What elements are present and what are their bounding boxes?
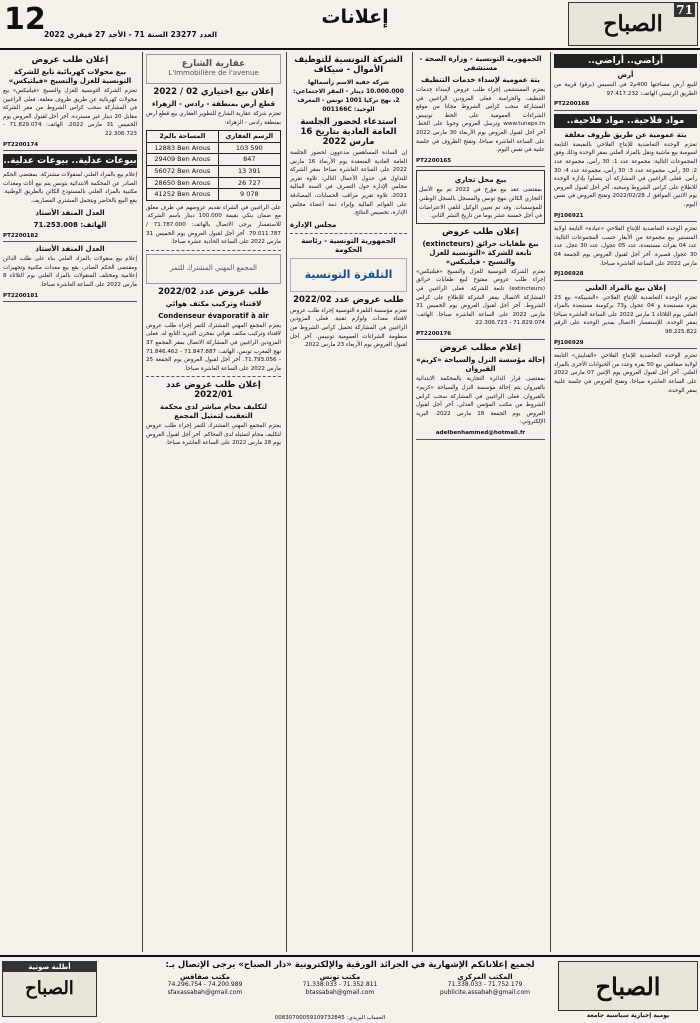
- separator: [290, 233, 407, 234]
- category-banner-agri: مواد فلاحية.. مواد فلاحية..: [554, 114, 697, 128]
- ad-signature: مجلس الإدارة: [290, 220, 337, 229]
- lots-table-row: [147, 189, 281, 201]
- lots-table-cell: 13 391: [218, 165, 280, 177]
- ad-text: يعتزم المجمع المهني المشترك للتمر إجراء طلب عروض لاقتناء وتركيب مكثف هوائي بمخزن التبريد التابع له. فعلى المزودين الراغبين في المشاركة الاتصال بمقر المجمع 37 نهج المغرب تونس، الهاتف: 71.847.887 - 71.846.462 - 71.793.056. آخر أجل لقبول العروض يوم الجمعة 25 مارس 2022 على الساعة العاشرة صباحا.: [146, 322, 282, 372]
- ad-text: تعتزم الوحدة التعاضدية للإنتاج الفلاحي بالنفيضة التابعة لسوسة بيع ماشية ونقل بالمزاد العلني بمقر الوحدة وذلك وفق المجموعات التالية: مجموعة عدد 1: 30 رأس، مجموعة عدد 2: 30 رأس، مجموعة عدد 3: 30 رأس، مجموعة عدد 4: 30 رأس. فعلى الراغبين في المشاركة أن يتصلوا بإدارة الوحدة للاطلاع على كراس الشروط وسحبه. آخر أجل لقبول العروض يوم الاثنين الموافق لـ 2022/02/28 وتفتح العروض في نفس اليوم.: [554, 141, 697, 208]
- lots-table-cell: 9 078: [218, 189, 280, 201]
- ad-title: أرض: [617, 71, 634, 79]
- separator: [146, 250, 281, 251]
- ad-subtitle: بيع محولات كهربائية تابع للشركة التونسية للغزل والنسيج «فيلتيكس»: [8, 68, 132, 85]
- separator: [146, 376, 281, 377]
- lots-table-cell: 103 590: [218, 142, 280, 154]
- lots-table-cell: 29409 Ben Arous: [147, 154, 219, 166]
- ad-title: إعلان طلب عروض: [31, 55, 109, 65]
- ad-subtitle: لاقتناء وتركيب مكثف هوائي: [165, 299, 262, 308]
- ad-title: طلب عروض عدد 2022/02: [158, 286, 269, 297]
- lots-table-cell: 12883 Ben Arous: [147, 142, 219, 154]
- ad-ref: PJ106928: [554, 270, 697, 281]
- ad-ref: PJ106921: [554, 212, 697, 223]
- ad-ref: PJ106929: [554, 339, 697, 350]
- column-5: [0, 52, 140, 952]
- office-phone: 74.200.989 - 74.296.754: [167, 981, 243, 988]
- ad-ref: PT2200165: [416, 157, 545, 168]
- section-title: إعلانات: [321, 6, 389, 28]
- lots-table-row: [147, 154, 281, 166]
- group-logo: المجمع المهني المشترك للتمر: [146, 254, 281, 284]
- lots-table-cell: 41252 Ben Arous: [147, 189, 219, 201]
- category-banner-land: أراضي.. أراضي..: [554, 54, 697, 68]
- office-email[interactable]: publicite.assabah@gmail.com: [440, 989, 530, 996]
- lots-table-header: المساحة بالم2: [147, 131, 219, 143]
- ad-ref: PT2200168: [554, 100, 697, 111]
- ad-text: تعتزم الشركة التونسية للغزل والنسيج «فيلتيكس» إجراء طلب عروض مفتوح لبيع طفايات حرائق (extincteurs) تابعة للشركة. فعلى الراغبين في المشاركة الاتصال بمقر الشركة للإطلاع على كراس الشروط. آخر أجل لقبول العروض يوم الخميس 31 مارس 2022 على الساعة العاشرة صباحا. الهاتف: 71.829.074 - 22.306.723: [416, 268, 545, 327]
- tv-logo: التلفزة التونسية: [290, 258, 407, 292]
- company-logo-fr: L'Immobilière de l'avenue: [168, 69, 259, 77]
- ad-title: بتة عمومية لإسداء خدمات التنظيف: [421, 76, 540, 84]
- ad-text: تعتزم الشركة التونسية للغزل والنسيج «فيلتيكس» بيع محولات كهربائية عن طريق ظروف مغلقة. فعلى الراغبين في المشاركة سحب كراس الشروط من مقر الشركة مقابل 20 دينار غير مستردة. آخر أجل لقبول العروض يوم الخميس 31 مارس 2022. الهاتف: 71.829.074 - 22.306.723: [3, 88, 138, 137]
- ad-text: تعتزم شركة عقارية الشارع للتطوير العقاري بيع قطع أرض بمنطقة رادس - الزهراء:: [146, 111, 281, 126]
- office-email[interactable]: btassabah@gmail.com: [305, 989, 375, 996]
- ad-text: بمقتضى عقد بيع مؤرخ في 2022 تم بيع الأصل التجاري الكائن بنهج تونس والمسجل بالسجل الوطني للمؤسسات. وقد تم تعيين الوكيل لتلقي الاعتراضات في أجل خمسة عشر يوما من تاريخ النشر الثاني.: [419, 187, 542, 220]
- page-header: [0, 0, 700, 50]
- ad-text: تعتزم الوحدة التعاضدية للإنتاج الفلاحي «الشبيكة» بيع 23 بقرة مستبعدة و 04 عجول و73 بركوسة مستبعدة بالمزاد العلني يوم الثلاثاء 1 مارس 2022 على الساعة العاشرة صباحا بمقر الوحدة. للإستفسار الاتصال بمدير الوحدة على الرقم 98.225.822: [554, 294, 697, 336]
- lots-table-header: الرسم العقاري: [218, 131, 280, 143]
- ad-title: استدعاء لحضور الجلسة العامة العادية بتاريخ 16 مارس 2022: [300, 117, 397, 147]
- ad-text: تعتزم الوحدة التعاضدية للإنتاج الفلاحي «عيادة» التابعة لولاية المنستير بيع مجموعة من الأبقار حسب المجموعات التالية: عدد 04 بقرات مستبعدة، عدد 05 عجول، عدد 30 عجل، عدد 30 عجول قصيرة. آخر أجل لقبول العروض يوم الجمعة 04 مارس 2022 على الساعة العاشرة صباحا.: [554, 226, 698, 267]
- footer-logo: الصباح: [558, 961, 698, 1011]
- ad-email: adelbenhammed@hotmail.fr: [416, 429, 545, 440]
- column-1: [550, 52, 700, 952]
- lots-table-cell: 28650 Ben Arous: [147, 177, 219, 189]
- ad-title: إعلان بيع اختياري 02 / 2022: [153, 87, 274, 97]
- office-phone: 71.352.811 - 71.338.033: [302, 981, 378, 988]
- ad-title: إعلان بيع بالمزاد العلني: [585, 283, 666, 292]
- page-number: 12: [4, 2, 46, 37]
- lots-table-row: [147, 165, 281, 177]
- lots-table: [146, 130, 281, 201]
- ad-title: بتة عمومية عن طريق ظروف مغلقة: [564, 130, 687, 139]
- ad-subtitle: لتكليف محام مباشر لدى محكمة التعقيب لتمثيل المجمع: [159, 403, 268, 421]
- ad-subtitle: إحالة مؤسسة النزل والسياحة «كريم» القيروان: [416, 356, 545, 374]
- category-banner-judicial: بيوعات عدلية.. بيوعات عدلية..: [3, 156, 137, 167]
- company-name: الشركة التونسية للتوظيف الأموال - سيكاف: [294, 55, 403, 75]
- lots-table-row: [147, 142, 281, 154]
- ad-title: إعلام مطلب عروض: [439, 343, 522, 354]
- ad-header: الجمهورية التونسية - رئاسة الحكومة: [301, 236, 396, 254]
- column-3: [286, 52, 410, 952]
- ad-text: على الراغبين في الشراء تقديم عروضهم في ظرف مغلق مع ضمان بنكي بقيمة 100.000 دينار باسم الشركة. للاستفسار يرجى الاتصال بالهاتف: 71.787.000 / 70.011.787. آخر أجل لقبول العروض يوم الخميس 31 مارس 2022 على الساعة الحادية عشرة صباحا.: [146, 204, 282, 246]
- column-4: [142, 52, 284, 952]
- sister-paper-logo: [2, 961, 97, 1017]
- office-title: مكتب تونس: [319, 973, 361, 981]
- sister-paper-label: أطلبة صوتية: [3, 962, 96, 972]
- bailiff-office: العدل المنفذ الأستاذ: [35, 245, 105, 254]
- lots-table-cell: 26 727: [218, 177, 280, 189]
- ad-title: بيع محل تجاري: [454, 176, 507, 185]
- ad-ref: PT2200176: [416, 330, 545, 341]
- masthead-number: 71: [676, 3, 693, 17]
- company-logo-ar: عقارية الشارع: [181, 59, 246, 70]
- ad-ref: PT2200181: [3, 292, 137, 303]
- page-footer: [0, 955, 700, 1023]
- lots-table-cell: 847: [218, 154, 280, 166]
- footer-tagline: يومية إخبارية سياسية جامعة: [586, 1012, 670, 1019]
- bailiff-phone: الهاتف: 71.253.008: [33, 220, 107, 229]
- ad-subtitle: قطع أرض بمنطقة - رادس - الزهراء: [152, 100, 275, 108]
- ad-ref: PT2200182: [3, 232, 137, 243]
- lots-table-cell: 56072 Ben Arous: [147, 165, 219, 177]
- ad-text: يعتزم المستشفى إجراء طلب عروض لإسداء خدمات التنظيف والحراسة. فعلى المزودين الراغبين في المشاركة سحب كراس الشروط مجانا من موقع الشراءات العمومية على الخط تونيبس www.tuneps.tn وترسل العروض وجوبا على الخط. آخر أجل لقبول العروض يوم الأربعاء 30 مارس 2022 على الساعة العاشرة صباحا، وتفتح الظروف في جلسة علنية في نفس اليوم.: [416, 87, 545, 154]
- ad-header: الجمهورية التونسية - وزارة الصحة - مستشفى: [419, 55, 542, 72]
- ad-text: تعتزم مؤسسة التلفزة التونسية إجراء طلب عروض لاقتناء معدات ولوازم تقنية. فعلى المزودين الراغبين في المشاركة تحميل كراس الشروط من منظومة الشراءات العمومية تونيبس. آخر أجل لقبول العروض يوم الأربعاء 23 مارس 2022.: [290, 307, 407, 349]
- ad-subtitle-fr: Condenseur évaporatif à air: [158, 311, 269, 320]
- office-phone: 71.752.179 - 71.338.033: [447, 981, 523, 988]
- office-sfax: [140, 973, 270, 997]
- ad-text: إن السادة المساهمين مدعوون لحضور الجلسة العامة العادية المنعقدة يوم الأربعاء 16 مارس 2022 على الساعة العاشرة صباحا بمقر الشركة للتداول في جدول الأعمال التالي: تلاوة تقرير مجلس الإدارة حول التصرف في السنة المالية 2021، تلاوة تقرير مراقب الحسابات، المصادقة على القوائم المالية وإبراء ذمة أعضاء مجلس الإدارة، تخصيص النتائج.: [290, 150, 408, 217]
- ad-title: إعلان طلب عروض: [442, 226, 519, 237]
- ad-title: طلب عروض عدد 2022/02: [293, 294, 404, 305]
- company-info: شركة خفية الاسم رأسمالها 10.000.000 دينار - المقر الاجتماعي: 2، نهج تركيا 1001 تونس - المعرف الوحيد: 001166C: [293, 79, 404, 113]
- ad-subtitle: بيع طفايات حرائق (extincteurs) تابعة للشركة «التونسية للغزل والنسيج - فيلتيكس»: [422, 239, 539, 266]
- office-title: المكتب المركزي: [457, 973, 513, 981]
- ad-ref: PT2200174: [3, 141, 137, 152]
- ad-text: إعلام بيع بالمزاد العلني لمنقولات مشتركة. بمقتضى الحكم الصادر عن المحكمة الابتدائية بتونس يتم بيع أثاث ومعدات مكتبية بالمزاد العلني بالمستودع الكائن بالطريق الوطنية. يقع البيع بالحاضر ويتحمل المشتري المصاريف.: [3, 172, 137, 204]
- ad-text: للبيع أرض مساحتها 400م2 في البسيس (برقو) قريبة من الطريق الرئيسي الهاتف: 97.417.232: [554, 82, 697, 97]
- masthead-logo-text: الصباح: [603, 11, 663, 37]
- masthead-logo: [568, 2, 698, 46]
- office-email[interactable]: sfaxassabah@gmail.com: [167, 989, 243, 996]
- ad-text: يعتزم المجمع المهني المشترك للتمر إجراء طلب عروض لتكليف محام لتمثيله لدى المحاكم. آخر أجل لقبول العروض يوم 28 مارس 2022 على الساعة العاشرة صباحا.: [146, 423, 281, 447]
- lots-table-row: [147, 177, 281, 189]
- footer-slogan: لجميع إعلاناتكم الإشهارية في الجرائد الورقية والإلكترونية «دار الصباح» يرجى الإتصال بـ:: [165, 960, 535, 970]
- ad-text: بمقتضى قرار الدائرة التجارية بالمحكمة الابتدائية بالقيروان يتم إحالة مؤسسة النزل والسياحة «كريم» بالقيروان. فعلى الراغبين في المشاركة سحب كراس الشروط من مكتب المؤتمن العدلي. آخر أجل لقبول العروض يوم الجمعة 18 مارس 2022. البريد الإلكتروني:: [416, 376, 545, 426]
- column-2: [412, 52, 548, 952]
- ad-text: إعلام بيع منقولات بالمزاد العلني بناء على طلب الدائن ومقتضى الحكم الصادر، يقع بيع معدات مكتبية وتجهيزات إعلامية ومختلف المنقولات بالمزاد العلني يوم الثلاثاء 8 مارس 2022 على الساعة العاشرة صباحا.: [3, 256, 137, 288]
- footer-bottom: الحساب البريدي: 00830700059109732845: [274, 1015, 386, 1021]
- ad-title: إعلان طلب عروض عدد 2022/01: [166, 380, 261, 401]
- office-tunis: [270, 973, 410, 997]
- ad-box: [416, 170, 545, 223]
- company-logo: [146, 54, 281, 84]
- bailiff-office: العدل المنفذ الأستاذ: [35, 208, 105, 217]
- office-title: مكتب صفاقس: [179, 973, 231, 981]
- issue-info: العدد 23277 السنة 71 - الأحد 27 فيفري 2022: [44, 30, 218, 39]
- office-central: [415, 973, 555, 997]
- sister-paper-name: الصباح: [25, 978, 74, 999]
- ad-text: تعتزم الوحدة التعاضدية للإنتاج الفلاحي «القنايش» التابعة لولاية صفاقس بيع 50 بقرة وعدد من الحيوانات الأخرى بالمزاد العلني. آخر أجل لقبول العروض يوم الإثنين 07 مارس 2022 على الساعة العاشرة صباحا، وتفتح العروض في جلسة علنية بمقر الوحدة.: [554, 353, 697, 394]
